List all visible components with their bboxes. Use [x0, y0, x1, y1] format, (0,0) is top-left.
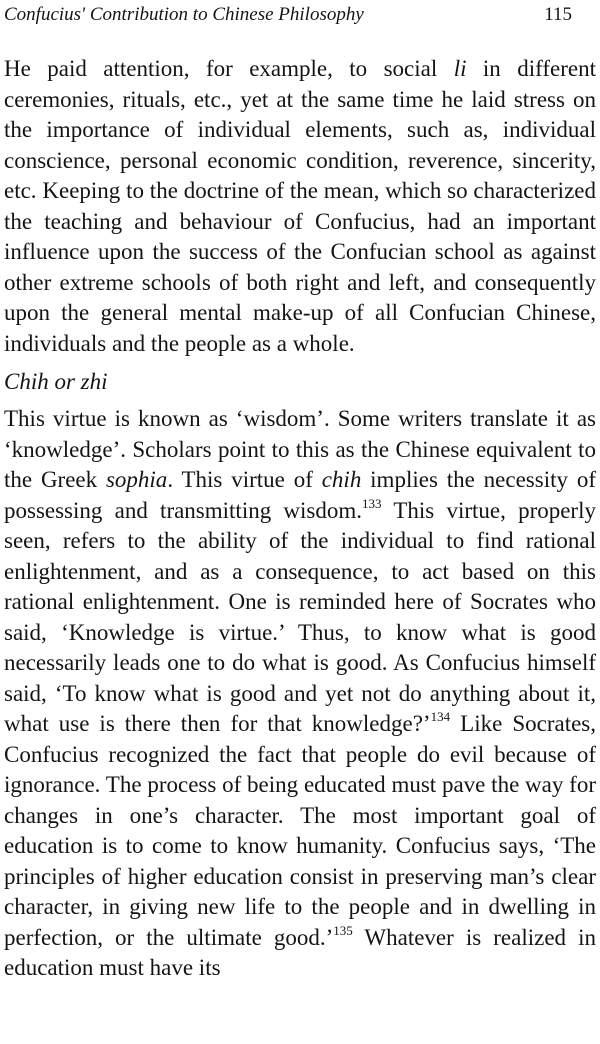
- body-paragraph-1: [4, 54, 596, 359]
- footnote-ref-135[interactable]: 135: [333, 922, 353, 938]
- body-paragraph-2: [4, 404, 596, 984]
- footnote-ref-134[interactable]: 134: [430, 709, 451, 724]
- footnote-ref-133[interactable]: 133: [362, 495, 382, 511]
- text-segment: This virtue is known as ‘wisdom’. Some writers translate it as ‘knowledge’. Scholars point to this as the Chinese equivalent to the Greek: [4, 406, 596, 492]
- page-number: 115: [544, 4, 572, 25]
- running-header: [4, 0, 596, 36]
- section-heading: Chih or zhi: [4, 369, 108, 394]
- text-segment: This virtue, properly seen, refers to the ability of the individual to find rational enlightenment, and as a consequence, to act based on this rational enlightenment. One is reminded here of Socrates who said, ‘Knowledge is virtue.’ Thus, to know what is good necessarily leads one to do what is good. As Confucius himself said, ‘To know what is good and yet not do anything about it, what use is there then for that knowledge?’: [4, 497, 596, 736]
- text-segment: in different ceremonies, rituals, etc., yet at the same time he laid stress on the importance of individual elements, such as, individual conscience, personal economic condition, reverence, sincerity, etc. Keeping to the doctrine of the mean, which so characterized the teaching and behaviour of Confucius, had an important influence upon the success of the Confucian school as against other extreme schools of both right and left, and consequently upon the general mental make-up of all Confucian Chinese, individuals and the people as a whole.: [4, 56, 596, 356]
- running-header-title: Confucius' Contribution to Chinese Philosophy: [4, 4, 364, 25]
- text-segment: Whatever is realized in education must have its: [4, 924, 596, 980]
- italic-term-li: li: [453, 56, 467, 81]
- italic-term-chih: chih: [321, 467, 362, 492]
- text-segment: implies the necessity of possessing and transmitting wisdom.: [4, 467, 596, 523]
- italic-term-sophia: sophia: [105, 467, 168, 492]
- text-segment: He paid attention, for example, to social: [4, 56, 454, 81]
- text-segment: Like Socrates, Confucius recognized the fact that people do evil because of ignorance. The process of being educated must pave the way for changes in one’s character. The most important goal of education is to come to know humanity. Confucius says, ‘The principles of higher education consist in preserving man’s clear character, in giving new life to the people and in dwelling in perfection, or the ultimate good.’: [4, 711, 596, 950]
- text-segment: . This virtue of: [167, 467, 322, 492]
